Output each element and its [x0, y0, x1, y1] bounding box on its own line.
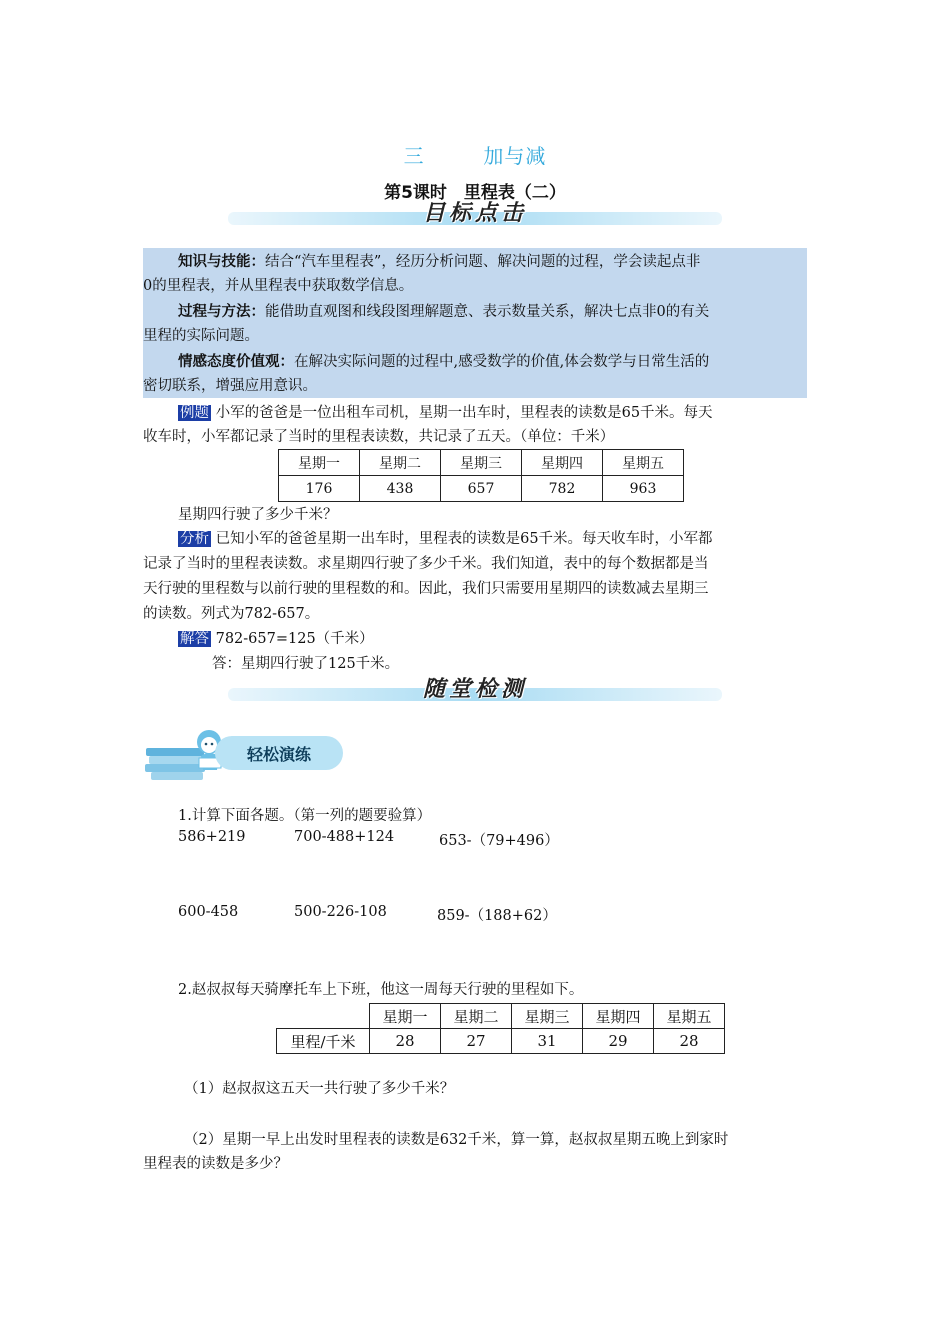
- goal-attitude-label: 情感态度价值观：: [178, 354, 294, 370]
- q2-sub2-line2: 里程表的读数是多少？: [143, 1156, 288, 1172]
- analysis-text: 已知小军的爸爸星期一出车时，里程表的读数是65千米。每天收车时，小军都: [215, 531, 713, 547]
- table-cell: 27: [441, 1029, 512, 1054]
- answer-reply: 答：星期四行驶了125千米。: [212, 656, 400, 672]
- table-header-cell: 星期五: [654, 1004, 725, 1029]
- goal-process-line2: 里程的实际问题。: [143, 328, 259, 344]
- q1-title: 1.计算下面各题。（第一列的题要验算）: [178, 808, 432, 824]
- table-header-cell: 星期五: [603, 450, 684, 476]
- goals-box: [143, 248, 807, 398]
- check-banner: [228, 676, 722, 708]
- q2-table: [276, 1003, 725, 1054]
- goals-banner-text: 目标点击: [422, 201, 527, 226]
- unit-number: 三: [403, 144, 425, 168]
- goal-attitude-line2: 密切联系，增强应用意识。: [143, 378, 317, 394]
- goal-knowledge-line2: 0的里程表，并从里程表中获取数学信息。: [143, 278, 414, 294]
- example-line2: 收车时，小军都记录了当时的里程表读数，共记录了五天。（单位：千米）: [143, 429, 615, 445]
- practice-badge: [143, 722, 343, 782]
- table-cell: 963: [603, 476, 684, 502]
- goal-knowledge: [143, 250, 807, 275]
- table-cell: 28: [654, 1029, 725, 1054]
- table-header-cell: 星期一: [279, 450, 360, 476]
- analysis-line3: 天行驶的里程数与以前行驶的里程数的和。因此，我们只需要用星期四的读数减去星期三: [143, 581, 709, 597]
- q2-title: 2.赵叔叔每天骑摩托车上下班，他这一周每天行驶的里程如下。: [178, 982, 584, 998]
- goal-process: [143, 300, 807, 325]
- table-cell: 438: [360, 476, 441, 502]
- answer-tag: 解答: [180, 631, 209, 647]
- table-header-cell: 星期四: [583, 1004, 654, 1029]
- unit-title: [0, 140, 950, 169]
- example-question: 星期四行驶了多少千米？: [178, 507, 338, 523]
- table-header-cell: 星期四: [522, 450, 603, 476]
- example-text: 小军的爸爸是一位出租车司机，星期一出车时，里程表的读数是65千米。每天: [215, 405, 713, 421]
- table-header-cell: 星期二: [441, 1004, 512, 1029]
- table-cell: 29: [583, 1029, 654, 1054]
- q2-sub2-line1: （2）星期一早上出发时里程表的读数是632千米，算一算，赵叔叔星期五晚上到家时: [184, 1132, 729, 1148]
- table-cell: 176: [279, 476, 360, 502]
- check-banner-text: 随堂检测: [422, 677, 527, 702]
- table-header-cell: 星期二: [360, 450, 441, 476]
- table-cell: 782: [522, 476, 603, 502]
- answer-formula: 782-657=125（千米）: [215, 631, 374, 647]
- q1-item: 500-226-108: [294, 904, 387, 920]
- q1-item: 653-（79+496）: [439, 833, 559, 849]
- goal-attitude-text: 在解决实际问题的过程中,感受数学的价值,体会数学与日常生活的: [294, 354, 710, 370]
- example-tag: 例题: [180, 405, 209, 421]
- goal-knowledge-label: 知识与技能：: [178, 254, 265, 270]
- analysis-line2: 记录了当时的里程表读数。求星期四行驶了多少千米。我们知道，表中的每个数据都是当: [143, 556, 709, 572]
- unit-name: 加与减: [483, 144, 547, 168]
- analysis-line4: 的读数。列式为782-657。: [143, 606, 320, 622]
- q1-item: 859-（188+62）: [437, 908, 557, 924]
- q1-item: 586+219: [178, 829, 246, 845]
- answer-line: [178, 627, 374, 652]
- goals-banner: [228, 200, 722, 232]
- goal-process-label: 过程与方法：: [178, 304, 265, 320]
- table-row: [277, 1029, 725, 1054]
- table-row: [279, 476, 684, 502]
- analysis-line1: [143, 527, 813, 552]
- goal-attitude: [143, 350, 807, 375]
- table-cell: 31: [512, 1029, 583, 1054]
- goal-process-text: 能借助直观图和线段图理解题意、表示数量关系，解决七点非0的有关: [265, 304, 710, 320]
- lesson-title: 第5课时 里程表（二）: [384, 183, 566, 203]
- table-cell: 657: [441, 476, 522, 502]
- table-row: [277, 1004, 725, 1029]
- table-cell: 28: [370, 1029, 441, 1054]
- practice-badge-label: 轻松演练: [246, 745, 311, 764]
- example-table: [278, 449, 684, 502]
- q1-item: 600-458: [178, 904, 239, 920]
- table-header-cell: 星期三: [441, 450, 522, 476]
- analysis-tag: 分析: [180, 531, 209, 547]
- table-header-cell: 星期三: [512, 1004, 583, 1029]
- example-line1: [143, 401, 813, 426]
- table-header-cell: 星期一: [370, 1004, 441, 1029]
- table-row: [279, 450, 684, 476]
- q1-item: 700-488+124: [294, 829, 395, 845]
- goal-knowledge-text: 结合“汽车里程表”，经历分析问题、解决问题的过程，学会读起点非: [265, 254, 701, 270]
- table-header-cell: [277, 1004, 370, 1029]
- q2-sub1: （1）赵叔叔这五天一共行驶了多少千米？: [184, 1081, 455, 1097]
- table-row-label: 里程/千米: [277, 1029, 370, 1054]
